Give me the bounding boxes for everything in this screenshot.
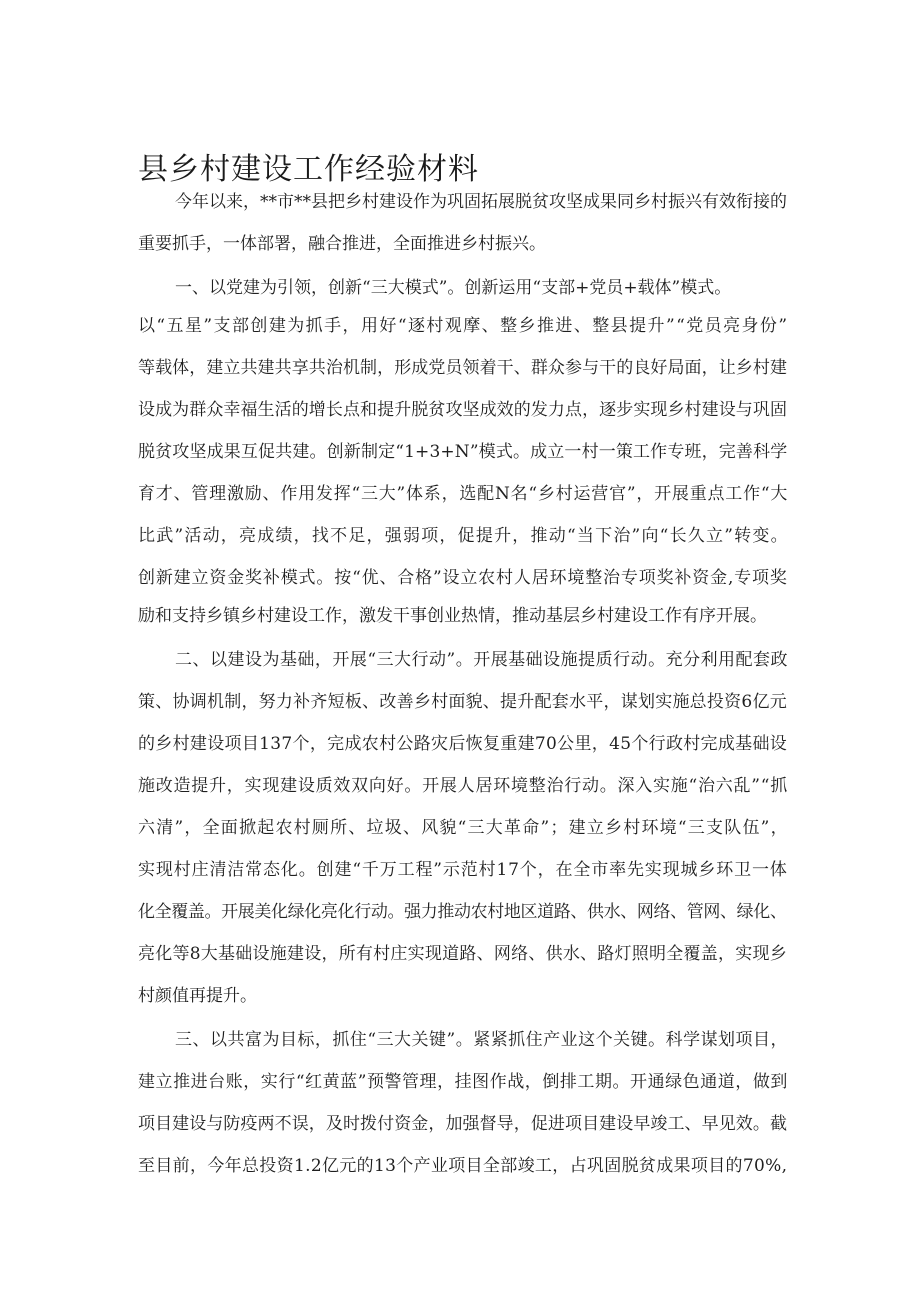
body-text-line: 项目建设与防疫两不误，及时拨付资金，加强督导，促进项目建设早竣工、早见效。截 <box>138 1114 788 1134</box>
body-text-line: 化全覆盖。开展美化绿化亮化行动。强力推动农村地区道路、供水、网络、管网、绿化、 <box>138 902 787 922</box>
body-text-line: 创新建立资金奖补模式。按“优、合格”设立农村人居环境整治专项奖补资金,专项奖 <box>138 568 788 588</box>
document-title: 县乡村建设工作经验材料 <box>138 152 479 188</box>
body-text-line: 设成为群众幸福生活的增长点和提升脱贫攻坚成效的发力点，逐步实现乡村建设与巩固 <box>138 400 788 420</box>
body-text-line: 亮化等8大基础设施建设，所有村庄实现道路、网络、供水、路灯照明全覆盖，实现乡 <box>138 944 787 964</box>
body-text-line: 育才、管理激励、作用发挥“三大”体系，选配N名“乡村运营官”，开展重点工作“大 <box>138 484 789 504</box>
body-text-line: 六清”，全面掀起农村厕所、垃圾、风貌“三大革命”；建立乡村环境“三支队伍”， <box>138 818 789 838</box>
body-text-line: 等载体，建立共建共享共治机制，形成党员领着干、群众参与干的良好局面，让乡村建 <box>138 358 788 378</box>
body-text-line: 二、以建设为基础，开展“三大行动”。开展基础设施提质行动。充分利用配套政 <box>175 650 789 670</box>
body-text-line: 村颜值再提升。 <box>138 986 257 1006</box>
body-text-line: 建立推进台账，实行“红黄蓝”预警管理，挂图作战，倒排工期。开通绿色通道，做到 <box>138 1072 788 1092</box>
body-text-line: 实现村庄清洁常态化。创建“千万工程”示范村17个，在全市率先实现城乡环卫一体 <box>138 860 788 880</box>
body-text-line: 一、以党建为引领，创新“三大模式”。创新运用“支部+党员+载体”模式。 <box>175 278 732 298</box>
body-text-line: 重要抓手，一体部署，融合推进，全面推进乡村振兴。 <box>138 234 546 254</box>
body-text-line: 脱贫攻坚成果互促共建。创新制定“1+3+N”模式。成立一村一策工作专班，完善科学 <box>138 442 788 462</box>
body-text-line: 今年以来，**市**县把乡村建设作为巩固拓展脱贫攻坚成果同乡村振兴有效衔接的 <box>175 192 787 212</box>
body-text-line: 策、协调机制，努力补齐短板、改善乡村面貌、提升配套水平，谋划实施总投资6亿元 <box>138 692 787 712</box>
body-text-line: 以“五星”支部创建为抓手，用好“逐村观摩、整乡推进、整县提升”“党员亮身份” <box>138 316 789 336</box>
body-text-line: 比武”活动，亮成绩，找不足，强弱项，促提升，推动“当下治”向“长久立”转变。 <box>138 526 789 546</box>
body-text-line: 励和支持乡镇乡村建设工作，激发干事创业热情，推动基层乡村建设工作有序开展。 <box>138 606 767 626</box>
body-text-line: 的乡村建设项目137个，完成农村公路灾后恢复重建70公里，45个行政村完成基础设 <box>138 734 788 754</box>
body-text-line: 至目前，今年总投资1.2亿元的13个产业项目全部竣工，占巩固脱贫成果项目的70%, <box>138 1156 788 1176</box>
body-text-line: 三、以共富为目标，抓住“三大关键”。紧紧抓住产业这个关键。科学谋划项目， <box>175 1030 789 1050</box>
body-text-line: 施改造提升，实现建设质效双向好。开展人居环境整治行动。深入实施“治六乱”“抓 <box>138 776 788 796</box>
